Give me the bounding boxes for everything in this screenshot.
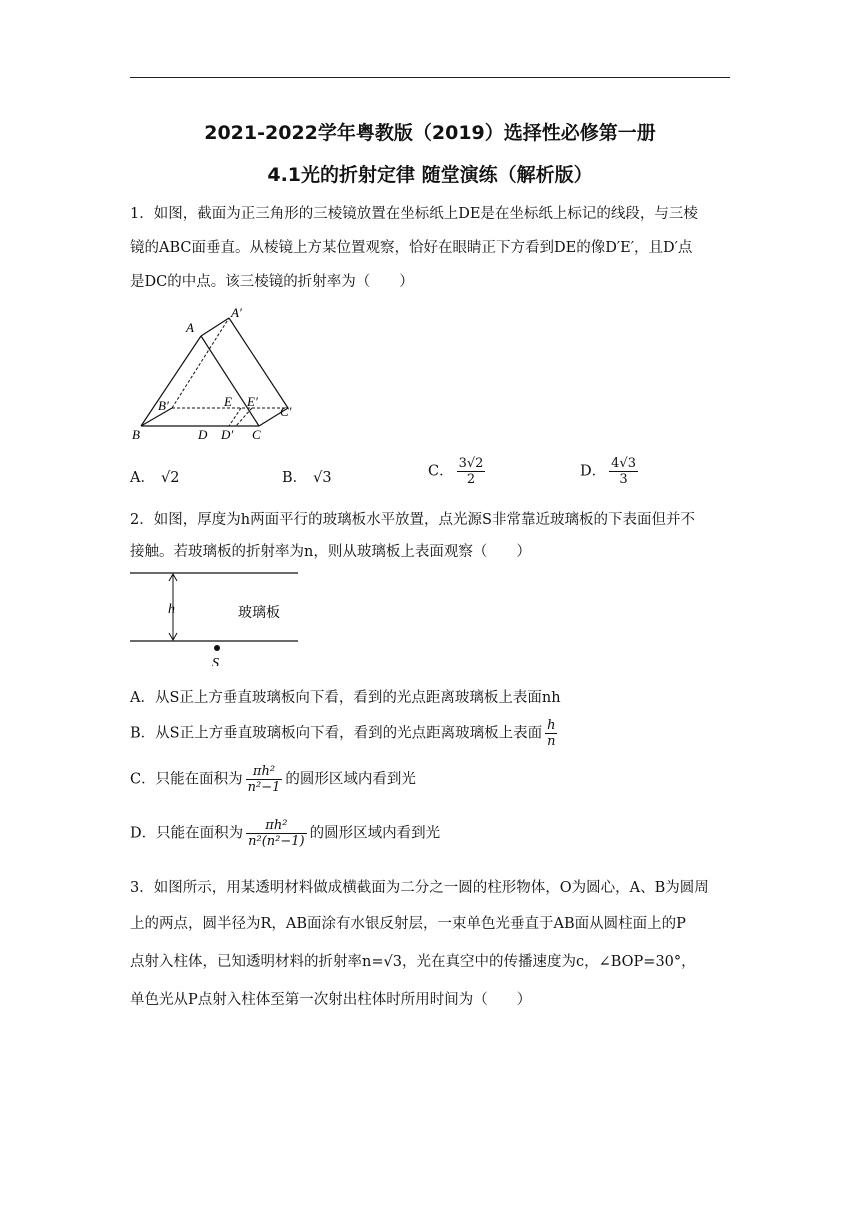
- label-E: E: [224, 394, 232, 409]
- q3-line2: 上的两点，圆半径为R，AB面涂有水银反射层，一束单色光垂直于AB面从圆柱面上的P: [130, 916, 686, 932]
- label-h: h: [168, 602, 175, 617]
- q2-option-a: A．从S正上方垂直玻璃板向下看，看到的光点距离玻璃板上表面nh: [130, 690, 561, 706]
- page-subtitle: 4.1光的折射定律 随堂演练（解析版）: [267, 164, 593, 186]
- label-C-prime: C′: [280, 404, 292, 419]
- label-B: B: [132, 427, 140, 442]
- glass-plate-figure: [128, 566, 303, 666]
- q1-line2: 镜的ABC面垂直。从棱镜上方某位置观察，恰好在眼睛正下方看到DE的像D′E′，且D′点: [130, 240, 693, 256]
- q1-option-b: B． √3: [282, 470, 332, 486]
- page-title: 2021-2022学年粤教版（2019）选择性必修第一册: [204, 122, 656, 144]
- prism-figure: [128, 302, 318, 442]
- q1-option-d: D． $\frac{4√3}{3}$: [580, 456, 636, 487]
- q1-option-c: C． $\frac{3√2}{2}$: [428, 456, 484, 487]
- label-A-prime: A′: [231, 305, 242, 320]
- q2-line2: 接触。若玻璃板的折射率为n，则从玻璃板上表面观察（ ）: [130, 544, 531, 560]
- header-rule: [130, 77, 730, 78]
- label-plate: 玻璃板: [238, 605, 280, 621]
- label-E-prime: E′: [247, 394, 258, 409]
- q3-line4: 单色光从P点射入柱体至第一次射出柱体时所用时间为（ ）: [130, 992, 532, 1008]
- q2-option-b: B．从S正上方垂直玻璃板向下看，看到的光点距离玻璃板上表面 $\frac{h}{n}$: [130, 718, 556, 749]
- light-source-dot: [214, 645, 220, 651]
- label-s: S: [212, 656, 219, 666]
- label-D: D: [198, 427, 208, 442]
- q2-line1: 2．如图，厚度为h两面平行的玻璃板水平放置，点光源S非常靠近玻璃板的下表面但并不: [130, 512, 695, 528]
- q2-option-c: C．只能在面积为 $\frac{\text{πh²}}{\text{n²−1}}$ 的圆形区域内看到光: [130, 764, 416, 795]
- q3-line1: 3．如图所示，用某透明材料做成横截面为二分之一圆的柱形物体，O为圆心，A、B为圆周: [130, 880, 709, 896]
- q1-option-a: A． √2: [130, 470, 180, 486]
- label-C: C: [252, 427, 261, 442]
- q3-line3: 点射入柱体，已知透明材料的折射率n=√3，光在真空中的传播速度为c，∠BOP=30°，: [130, 954, 696, 970]
- q2-option-d: D．只能在面积为 $\frac{\text{πh²}}{\text{n²(n²−1)}}$ 的圆形区域内看到光: [130, 818, 441, 849]
- label-D-prime: D′: [221, 427, 234, 442]
- label-A: A: [186, 320, 194, 335]
- q1-line1: 1．如图，截面为正三角形的三棱镜放置在坐标纸上DE是在坐标纸上标记的线段，与三棱: [130, 206, 698, 222]
- q1-line3: 是DC的中点。该三棱镜的折射率为（ ）: [130, 274, 414, 290]
- label-B-prime: B′: [158, 398, 169, 413]
